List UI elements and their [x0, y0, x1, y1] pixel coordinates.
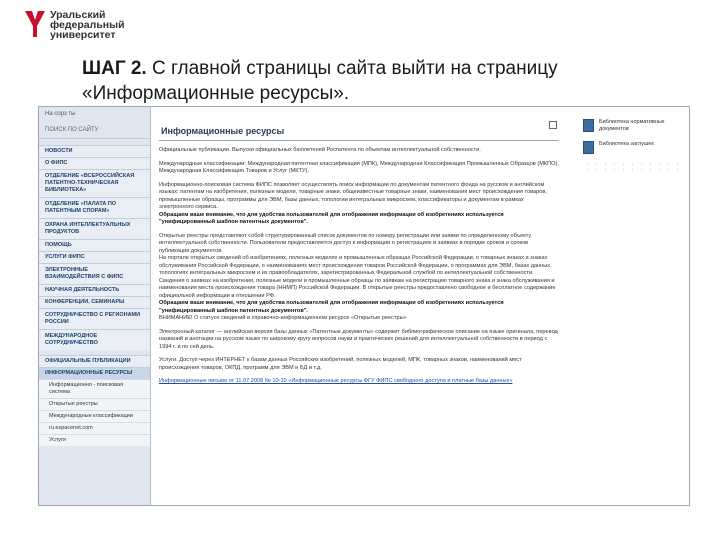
nav-item-science[interactable]: НАУЧНАЯ ДЕЯТЕЛЬНОСТЬ [39, 284, 150, 296]
main-content [155, 107, 565, 506]
right-link-label: Библиотека заглушек [599, 141, 654, 147]
slide-title [82, 56, 682, 106]
link-info-letters[interactable]: Информационные письма от 11.07.2008 № 10-10 «Информационные ресурсы ФГУ ФИПС свободного доступа и платные базы данных» [159, 378, 513, 384]
nav-search-line[interactable]: ПОИСК ПО САЙТУ [39, 121, 150, 139]
urfu-logo-text [50, 10, 125, 40]
nav-item-international[interactable]: МЕЖДУНАРОДНОЕ СОТРУДНИЧЕСТВО [39, 329, 150, 350]
notice-template: Обращаем ваше внимание, что для удобства пользователей для отображения информации об изобретениях используется "унифицированный шаблон патентных документов". [159, 211, 504, 225]
nav-sub-open-registers[interactable]: Открытые реестры [39, 398, 150, 410]
nav-item-protection[interactable]: ОХРАНА ИНТЕЛЛЕКТУАЛЬНЫХ ПРОДУКТОВ [39, 218, 150, 239]
notice-template-2: Обращаем ваше внимание, что для удобства пользователей для отображения информации об изобретениях используется "унифицированный шаблон патентных документов". [159, 300, 504, 314]
step-label: ШАГ 2. [82, 58, 147, 79]
paragraph-classifications: Международные классификации: Международная патентная классификация (МПК), Международная Классификация Промышленных Образцов (МКПО), Международная Классификация Товаров и Услуг (МКТУ). [159, 160, 559, 174]
nav-sub-classifications[interactable]: Международные классификации [39, 410, 150, 422]
nav-item-about[interactable]: О ФИПС [39, 157, 150, 169]
logo-line-3: университет [50, 29, 116, 41]
right-link-library[interactable] [583, 141, 685, 154]
paragraph-open-registers: Открытые реестры представляют собой структурированный список документов по номеру регистрации или заявки по определенному объекту интеллектуальной собственности. Пользователи предоставляется доступ к информации о регистрациях и заявках в порядке сроков и сроков публикации документов. [159, 232, 532, 254]
paragraph-services: Услуги. Доступ через ИНТЕРНЕТ к базам данных Российских изобретений, полезных моделей, МПК, товарных знаков, наименований мест происхождения товаров, ОКПД, программ для ЭВМ и БД и т.д. [159, 357, 522, 371]
urfu-logo-mark-icon [24, 10, 46, 38]
logo-line-1: Уральский [50, 9, 106, 21]
nav-sub-search-system[interactable]: Информационно - поисковая система [39, 379, 150, 398]
nav-item-publications[interactable]: ОФИЦИАЛЬНЫЕ ПУБЛИКАЦИИ [39, 355, 150, 367]
nav-item-news[interactable]: НОВОСТИ [39, 145, 150, 157]
nav-item-services[interactable]: УСЛУГИ ФИПС [39, 251, 150, 263]
left-nav [39, 107, 151, 506]
nav-item-info-resources[interactable]: ИНФОРМАЦИОННЫЕ РЕСУРСЫ [39, 367, 150, 379]
urfu-logo [24, 10, 125, 40]
nav-item-library[interactable]: ОТДЕЛЕНИЕ «ВСЕРОССИЙСКАЯ ПАТЕНТНО-ТЕХНИЧЕСКАЯ БИБЛИОТЕКА» [39, 169, 150, 197]
paragraph-catalog: Электронный каталог — английская версия базы данных «Патентные документы» содержит библиографическое описание на языке оригинала, перевод названий и анотации на русском языке по широкому кругу вопросов науки и практических решений для интеллектуальной собственности в период с 1994 г. и по сей день. [159, 328, 558, 350]
logo-line-2: федеральный [50, 19, 125, 31]
paragraph-search-system: Информационно-поисковая система ФИПС позволяет осуществлять поиск информации по документам патентного фонда на русском и английском языках: патентам на изобретения, полезные модели, товарные знаки, общеизвестные товарные знаки, наименования мест происхождения товаров, промышленные образцы, программы для ЭВМ, базы данных, топологии интегральных микросхем, классификаторы и документам в рамках электронного сервиса. [159, 181, 547, 210]
page-title: Информационные ресурсы [161, 126, 285, 136]
print-icon[interactable] [549, 121, 557, 129]
nav-top-link[interactable]: Hа сорз ты [45, 111, 76, 117]
warning-open-registers[interactable]: ВНИМАНИЕ! О статусе сведений в справочно-информационном ресурсе «Открытые реестры» [159, 315, 407, 321]
book-icon [583, 141, 594, 154]
right-link-label: Библиотека нормативных документов [599, 119, 665, 132]
book-icon [583, 119, 594, 132]
paragraph-portal: На портале открытых сведений об изобретениях, полезных моделях и промышленных образцах Российской Федерации, о товарных знаках и знаках обслуживания Российской Федерации, о наименованиях мест происхождения товаров Российской Федерации, о программах для ЭВМ, базах данных, топологиях интегральных микросхем и их правообладателях, зарегистрированных Федеральной службой по интеллектуальной собственности. Сведения о заявках на изобретения, полезные модели и промышленные образцы по заявкам на регистрацию товарного знака и знака обслуживания и наименования места происхождения товара (ННМП) Российской Федерации. В открытые реестры предоставлено свободное и бесплатное содержание официальной информации в отношении РФ. [159, 255, 556, 299]
step-text: С главной страницы сайта выйти на страницу «Информационные ресурсы». [82, 58, 558, 104]
nav-sub-services[interactable]: Услуги [39, 434, 150, 446]
nav-item-conferences[interactable]: КОНФЕРЕНЦИИ, СЕМИНАРЫ [39, 296, 150, 308]
nav-item-electronic[interactable]: ЭЛЕКТРОННЫЕ ВЗАИМОДЕЙСТВИЯ С ФИПС [39, 263, 150, 284]
nav-item-help[interactable]: ПОМОЩЬ [39, 239, 150, 251]
right-column [569, 107, 690, 506]
content-header [159, 121, 559, 141]
website-screenshot [38, 106, 690, 506]
right-link-normative-docs[interactable] [583, 119, 685, 133]
paragraph-publications: Официальные публикации. Выпуски официальных бюллетеней Роспатента по объектам интеллектуальной собственности. [159, 147, 481, 153]
nav-sub-espacenet[interactable]: ru.espacenet.com [39, 422, 150, 434]
nav-item-chamber[interactable]: ОТДЕЛЕНИЕ «ПАЛАТА ПО ПАТЕНТНЫМ СПОРАМ» [39, 197, 150, 218]
decorative-dots [583, 162, 685, 174]
nav-item-regions[interactable]: СОТРУДНИЧЕСТВО С РЕГИОНАМИ РОССИИ [39, 308, 150, 329]
